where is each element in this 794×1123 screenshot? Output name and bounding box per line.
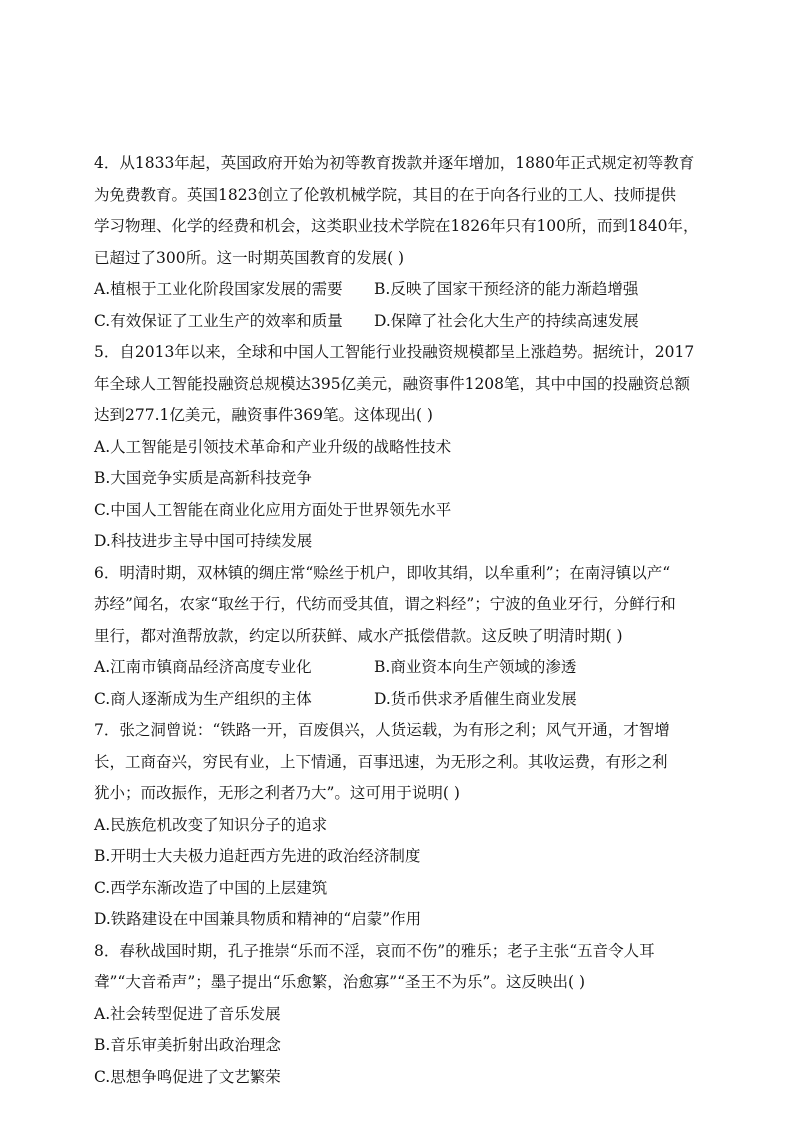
question-6-line-1: 6．明清时期，双林镇的绸庄常“赊丝于机户，即收其绢，以牟重利”；在南浔镇以产“ [94,563,671,582]
question-5-option-a: A.人工智能是引领技术革命和产业升级的战略性技术 [94,437,452,456]
question-8-option-a: A.社会转型促进了音乐发展 [94,1004,281,1023]
question-6-options-row-1 [94,652,700,684]
question-4-option-d: D.保障了社会化大生产的持续高速发展 [374,311,639,330]
question-6-option-d: D.货币供求矛盾催生商业发展 [374,689,577,708]
question-4-option-b: B.反映了国家干预经济的能力渐趋增强 [374,280,639,298]
question-7-line-2: 长，工商奋兴，穷民有业，上下情通，百事迅速，为无形之利。其收运费，有形之利 [94,752,668,771]
question-5-line-1: 5．自2013年以来，全球和中国人工智能行业投融资规模都呈上涨趋势。据统计，2017 [94,343,695,361]
question-6-options-row-2 [94,684,700,716]
question-4-line-3: 学习物理、化学的经费和机会，这类职业技术学院在1826年只有100所，而到1840年， [94,217,699,235]
question-7-option-d: D.铁路建设在中国兼具物质和精神的“启蒙”作用 [94,910,422,928]
question-4-option-a: A.植根于工业化阶段国家发展的需要 [94,280,343,298]
question-7-option-a: A.民族危机改变了知识分子的追求 [94,815,328,834]
question-6-line-2: 苏经”闻名，农家“取丝于行，代纺而受其值，谓之料经”；宁波的鱼业牙行，分鲜行和 [94,595,676,613]
question-8-option-c: C.思想争鸣促进了文艺繁荣 [94,1067,281,1086]
question-5-option-b: B.大国竞争实质是高新科技竞争 [94,469,312,487]
question-7-option-b: B.开明士大夫极力追赶西方先进的政治经济制度 [94,847,421,865]
question-8-option-b: B.音乐审美折射出政治理念 [94,1036,281,1054]
question-7-option-c: C.西学东渐改造了中国的上层建筑 [94,878,328,897]
question-7 [94,715,700,936]
question-8-line-2: 聋”“大音希声”；墨子提出“乐愈繁，治愈寡”“圣王不为乐”。这反映出( ) [94,973,585,991]
question-5 [94,337,700,558]
question-4-line-1: 4．从1833年起，英国政府开始为初等教育拨款并逐年增加，1880年正式规定初等教育 [94,154,695,172]
question-6-option-c: C.商人逐渐成为生产组织的主体 [94,689,312,708]
question-5-line-3: 达到277.1亿美元，融资事件369笔。这体现出( ) [94,406,433,424]
question-6-option-b: B.商业资本向生产领域的渗透 [374,658,577,676]
question-6-option-a: A.江南市镇商品经济高度专业化 [94,658,312,676]
question-8-line-1: 8．春秋战国时期，孔子推崇“乐而不淫，哀而不伤”的雅乐；老子主张“五音令人耳 [94,941,655,960]
question-5-option-d: D.科技进步主导中国可持续发展 [94,532,313,550]
question-6 [94,558,700,716]
question-5-line-2: 年全球人工智能投融资总规模达395亿美元，融资事件1208笔，其中中国的投融资总额 [94,374,691,393]
question-4 [94,148,700,337]
question-4-options-row-2 [94,306,700,338]
question-7-line-3: 犹小；而改振作，无形之利者乃大”。这可用于说明( ) [94,784,460,802]
question-6-line-3: 里行，都对渔帮放款，约定以所获鲜、咸水产抵偿借款。这反映了明清时期( ) [94,626,623,645]
question-7-line-1: 7．张之洞曾说：“铁路一开，百废俱兴，人货运载，为有形之利；风气开通，才智增 [94,721,670,739]
question-4-options-row-1 [94,274,700,306]
question-4-line-4: 已超过了300所。这一时期英国教育的发展( ) [94,248,405,267]
question-4-line-2: 为免费教育。英国1823创立了伦敦机械学院，其目的在于向各行业的工人、技师提供 [94,185,676,204]
question-4-option-c: C.有效保证了工业生产的效率和质量 [94,311,343,330]
question-8 [94,936,700,1094]
question-5-option-c: C.中国人工智能在商业化应用方面处于世界领先水平 [94,500,452,519]
